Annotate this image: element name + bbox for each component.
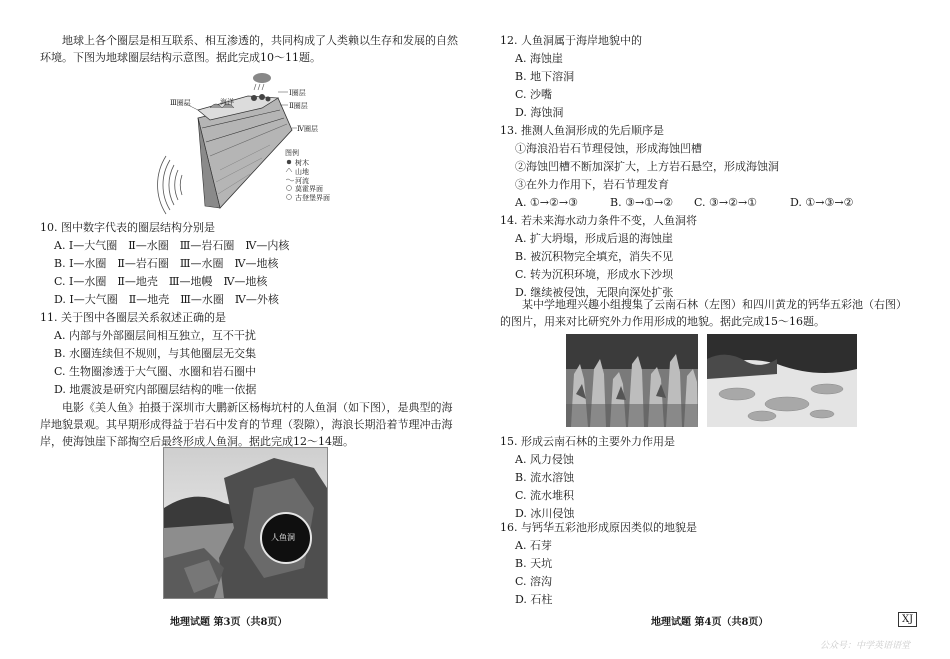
- q16-option-b: B. 天坑: [515, 557, 553, 570]
- calcified-pools-svg: [707, 334, 857, 427]
- q13-step-2: ②海蚀凹槽不断加深扩大，上方岩石悬空，形成海蚀洞: [515, 160, 779, 173]
- q15-option-d: D. 冰川侵蚀: [515, 507, 575, 520]
- q14-option-a: A. 扩大坍塌，形成后退的海蚀崖: [515, 232, 673, 245]
- legend-item-gutenberg: 古登堡界面: [295, 194, 330, 202]
- label-layer2: Ⅱ圈层: [289, 102, 308, 110]
- label-layer4: Ⅳ圈层: [297, 125, 318, 133]
- q15-option-c: C. 流水堆积: [515, 489, 575, 502]
- q12-option-b: B. 地下溶洞: [515, 70, 575, 83]
- q16-option-a: A. 石芽: [515, 539, 552, 552]
- label-layer1: Ⅰ圈层: [289, 89, 306, 97]
- q13-option-c: C. ③→②→①: [694, 196, 758, 209]
- watermark: 公众号：中学英语语堂: [820, 641, 911, 651]
- legend-item-moho: 莫霍界面: [295, 185, 323, 193]
- q11-option-d: D. 地震波是研究内部圈层结构的唯一依据: [54, 383, 257, 396]
- footer-page-4: 地理试题 第4页（共8页）: [651, 617, 769, 628]
- stone-forest-svg: [566, 334, 698, 427]
- q13-option-d: D. ①→③→②: [790, 196, 854, 209]
- q12-stem: 12. 人鱼洞属于海岸地貌中的: [500, 34, 642, 47]
- q13-step-1: ①海浪沿岩石节理侵蚀，形成海蚀凹槽: [515, 142, 702, 155]
- exam-code-tag: XJ: [898, 612, 917, 627]
- q10-option-a: A. Ⅰ—大气圈 Ⅱ—水圈 Ⅲ—岩石圈 Ⅳ—内核: [54, 239, 290, 252]
- legend-item-river: 河流: [295, 177, 309, 185]
- q13-step-3: ③在外力作用下，岩石节理发育: [515, 178, 669, 191]
- legend-item-mountain: 山地: [295, 168, 309, 176]
- q11-option-b: B. 水圈连续但不规则，与其他圈层无交集: [54, 347, 257, 360]
- q10-option-c: C. Ⅰ—水圈 Ⅱ—地壳 Ⅲ—地幔 Ⅳ—地核: [54, 275, 268, 288]
- q14-stem: 14. 若未来海水动力条件不变，人鱼洞将: [500, 214, 697, 227]
- legend-title: 图例: [285, 149, 299, 157]
- q15-stem: 15. 形成云南石林的主要外力作用是: [500, 435, 675, 448]
- stone-forest-photo: [566, 334, 698, 427]
- q14-option-d: D. 继续被侵蚀，无限向深处扩张: [515, 286, 674, 299]
- q10-option-d: D. Ⅰ—大气圈 Ⅱ—地壳 Ⅲ—水圈 Ⅳ—外核: [54, 293, 279, 306]
- label-layer3: Ⅲ圈层: [170, 99, 191, 107]
- q11-stem: 11. 关于图中各圈层关系叙述正确的是: [40, 311, 226, 324]
- q11-option-a: A. 内部与外部圈层间相互独立，互不干扰: [54, 329, 256, 342]
- q10-option-b: B. Ⅰ—水圈 Ⅱ—岩石圈 Ⅲ—水圈 Ⅳ—地核: [54, 257, 279, 270]
- intro-12-14: 电影《美人鱼》拍摄于深圳市大鹏新区杨梅坑村的人鱼洞（如下图），是典型的海岸地貌景观。其早期形成得益于岩石中发育的节理（裂隙），海浪长期沿着节理冲击海岸，使海蚀崖下部掏空后最终形成人鱼洞。据此完成12～14题。: [40, 401, 453, 448]
- q15-option-b: B. 流水溶蚀: [515, 471, 575, 484]
- q13-option-a: A. ①→②→③: [515, 196, 578, 209]
- q12-option-d: D. 海蚀洞: [515, 106, 564, 119]
- mermaid-cave-photo: [163, 447, 328, 599]
- q16-stem: 16. 与钙华五彩池形成原因类似的地貌是: [500, 521, 697, 534]
- q12-option-a: A. 海蚀崖: [515, 52, 563, 65]
- mermaid-cave-photo-svg: [164, 448, 327, 598]
- legend-item-trees: 树木: [295, 159, 309, 167]
- q13-stem: 13. 推测人鱼洞形成的先后顺序是: [500, 124, 664, 137]
- q16-option-d: D. 石柱: [515, 593, 553, 606]
- cave-label: 人鱼洞: [271, 533, 295, 542]
- intro-15-16: 某中学地理兴趣小组搜集了云南石林（左图）和四川黄龙的钙华五彩池（右图）的图片，用来对比研究外力作用形成的地貌。据此完成15～16题。: [500, 298, 902, 328]
- q11-option-c: C. 生物圈渗透于大气圈、水圈和岩石圈中: [54, 365, 257, 378]
- label-ocean: 海洋: [220, 98, 234, 106]
- q16-option-c: C. 溶沟: [515, 575, 553, 588]
- intro-10-11: 地球上各个圈层是相互联系、相互渗透的，共同构成了人类赖以生存和发展的自然环境。下图为地球圈层结构示意图。据此完成10～11题。: [40, 34, 458, 64]
- footer-page-3: 地理试题 第3页（共8页）: [170, 617, 288, 628]
- earth-layer-diagram: [150, 70, 338, 215]
- q12-option-c: C. 沙嘴: [515, 88, 553, 101]
- q14-option-b: B. 被沉积物完全填充，消失不见: [515, 250, 674, 263]
- q14-option-c: C. 转为沉积环境，形成水下沙坝: [515, 268, 674, 281]
- calcified-pools-photo: [707, 334, 857, 427]
- q13-option-b: B. ③→①→②: [610, 196, 674, 209]
- q15-option-a: A. 风力侵蚀: [515, 453, 574, 466]
- q10-stem: 10. 图中数字代表的圈层结构分别是: [40, 221, 215, 234]
